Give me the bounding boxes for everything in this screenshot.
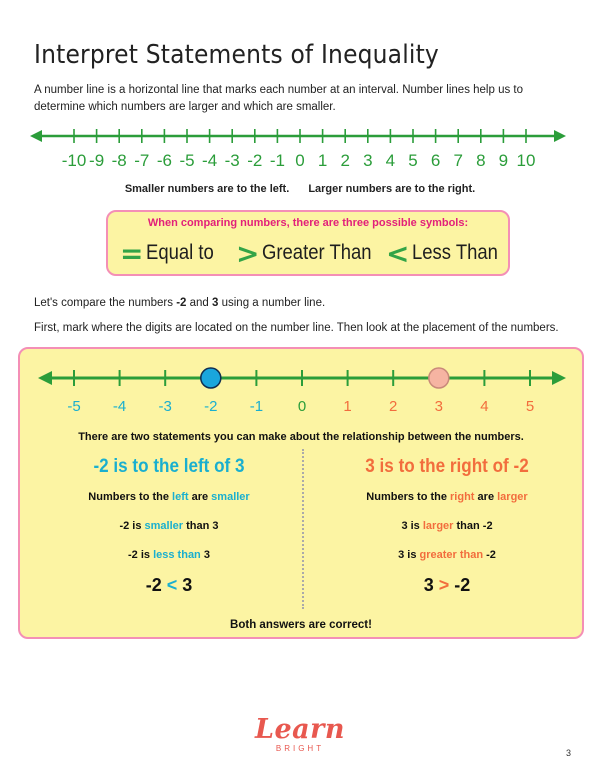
symbol-greater bbox=[236, 238, 387, 268]
statement-number: -2 bbox=[119, 520, 130, 532]
rule-keyword: right bbox=[450, 491, 475, 503]
number-line-label: -6 bbox=[156, 151, 172, 170]
panel-heading: There are two statements you can make about the relationship between the numbers. bbox=[78, 431, 524, 443]
statement-text: is bbox=[129, 520, 145, 532]
statement-text: than bbox=[183, 520, 213, 532]
right-arrow-icon bbox=[552, 371, 566, 385]
number-line-label: 3 bbox=[434, 398, 443, 415]
left-arrow-icon bbox=[38, 371, 52, 385]
statement-number: 3 bbox=[203, 549, 210, 561]
number-line-label: -1 bbox=[269, 151, 285, 170]
caption-left: Smaller numbers are to the left. bbox=[124, 183, 290, 195]
rule-text: are bbox=[474, 491, 498, 503]
number-line-label: -8 bbox=[111, 151, 127, 170]
statement-number: -2 bbox=[128, 549, 138, 561]
statement-keyword: smaller bbox=[144, 520, 184, 532]
symbol-label-greater: Greater Than bbox=[262, 241, 373, 264]
left-statement-2 bbox=[36, 549, 302, 561]
number-line-top bbox=[30, 124, 570, 176]
caption-right: Larger numbers are to the right. bbox=[308, 183, 476, 195]
left-arrow-icon bbox=[30, 130, 42, 142]
marker-negative-two bbox=[201, 368, 221, 388]
compare-number-b: 3 bbox=[212, 297, 219, 309]
compare-number-a: -2 bbox=[176, 297, 187, 309]
comparison-panel bbox=[18, 347, 584, 639]
number-line-label: 4 bbox=[480, 398, 489, 415]
statement-text: is bbox=[404, 549, 420, 561]
number-line-label: 3 bbox=[363, 151, 373, 170]
number-line-label: 1 bbox=[343, 398, 352, 415]
panel-footer: Both answers are correct! bbox=[230, 619, 372, 631]
learn-bright-logo bbox=[245, 716, 355, 766]
right-arrow-icon bbox=[554, 130, 566, 142]
right-rule bbox=[314, 491, 580, 503]
page-title: Interpret Statements of Inequality bbox=[34, 40, 439, 70]
compare-text: and bbox=[186, 297, 212, 309]
less-than-icon: < bbox=[386, 236, 410, 270]
rule-text: are bbox=[188, 491, 212, 503]
statement-keyword: greater than bbox=[419, 549, 484, 561]
number-line-bottom bbox=[38, 359, 568, 421]
marker-three bbox=[429, 368, 449, 388]
left-rule bbox=[36, 491, 302, 503]
right-statement-column bbox=[314, 449, 580, 596]
number-line-label: 9 bbox=[498, 151, 509, 170]
number-line-label: 0 bbox=[297, 398, 307, 415]
number-line-label: 0 bbox=[295, 151, 305, 170]
symbol-equal bbox=[120, 238, 224, 268]
left-statement-column bbox=[36, 449, 302, 596]
number-line-label: -5 bbox=[179, 151, 195, 170]
compare-text: Let's compare the numbers bbox=[34, 297, 177, 309]
rule-text: Numbers to the bbox=[88, 491, 173, 503]
number-line-label: 5 bbox=[525, 398, 535, 415]
number-line-label: -9 bbox=[89, 151, 105, 170]
number-line-label: -2 bbox=[247, 151, 263, 170]
number-line-label: 2 bbox=[389, 398, 398, 415]
statement-number: 3 bbox=[212, 520, 219, 532]
logo-sub: BRIGHT bbox=[275, 744, 325, 753]
right-statement-1 bbox=[314, 520, 580, 532]
inequality-part: -2 bbox=[145, 575, 167, 595]
left-headline: -2 is to the left of 3 bbox=[93, 456, 245, 477]
number-line-label: 1 bbox=[317, 151, 328, 170]
number-line-label: -4 bbox=[202, 151, 218, 170]
rule-keyword: left bbox=[172, 491, 189, 503]
compare-text: using a number line. bbox=[218, 297, 326, 309]
statement-keyword: less than bbox=[153, 549, 201, 561]
inequality-part: -2 bbox=[449, 575, 471, 595]
symbols-box bbox=[106, 210, 510, 276]
less-than-icon: < bbox=[166, 575, 178, 595]
number-line-label: -4 bbox=[112, 398, 127, 415]
right-headline: 3 is to the right of -2 bbox=[365, 456, 529, 477]
symbols-heading: When comparing numbers, there are three possible symbols: bbox=[147, 217, 469, 229]
number-line-label: 10 bbox=[516, 151, 536, 170]
number-line-label: -7 bbox=[134, 151, 150, 170]
greater-than-icon: > bbox=[438, 575, 450, 595]
number-line-label: 8 bbox=[476, 151, 486, 170]
statement-number: -2 bbox=[482, 520, 493, 532]
number-line-label: -1 bbox=[249, 398, 264, 415]
statement-number: -2 bbox=[486, 549, 496, 561]
number-line-label: -3 bbox=[224, 151, 240, 170]
symbol-label-less: Less Than bbox=[412, 241, 499, 264]
number-line-label: 6 bbox=[430, 151, 441, 170]
left-statement-1 bbox=[36, 520, 302, 532]
first-instruction: First, mark where the digits are located on the number line. Then look at the placement of the numbers. bbox=[34, 322, 559, 334]
number-line-label: 4 bbox=[385, 151, 396, 170]
statement-number: 3 bbox=[398, 549, 405, 561]
number-line-label: 2 bbox=[340, 151, 350, 170]
rule-keyword: larger bbox=[497, 491, 528, 503]
number-line-label: -2 bbox=[204, 398, 218, 415]
compare-intro bbox=[34, 297, 325, 309]
number-line-label: 5 bbox=[408, 151, 418, 170]
statement-text: than bbox=[453, 520, 483, 532]
statement-text: is bbox=[137, 549, 154, 561]
left-inequality bbox=[36, 575, 302, 596]
statement-text: is bbox=[407, 520, 423, 532]
greater-than-icon: > bbox=[236, 236, 260, 270]
number-line-label: -10 bbox=[61, 151, 87, 170]
number-line-label: -5 bbox=[67, 398, 81, 415]
column-divider bbox=[302, 449, 304, 609]
right-statement-2 bbox=[314, 549, 580, 561]
number-line-label: 7 bbox=[453, 151, 463, 170]
page-number: 3 bbox=[566, 748, 572, 758]
statement-number: 3 bbox=[401, 520, 408, 532]
number-line-caption bbox=[0, 183, 600, 195]
right-inequality bbox=[314, 575, 580, 596]
intro-paragraph: A number line is a horizontal line that marks each number at an interval. Number lines help us to determine which numbers are larger and which are smaller. bbox=[34, 84, 524, 113]
rule-keyword: smaller bbox=[211, 491, 250, 503]
rule-text: Numbers to the bbox=[366, 491, 451, 503]
symbol-less bbox=[386, 238, 510, 268]
statement-keyword: larger bbox=[422, 520, 454, 532]
equal-sign-icon: = bbox=[120, 236, 144, 270]
number-line-label: -3 bbox=[158, 398, 172, 415]
symbol-label-equal: Equal to bbox=[146, 241, 215, 264]
inequality-part: 3 bbox=[423, 575, 439, 595]
inequality-part: 3 bbox=[177, 575, 193, 595]
logo-word: Learn bbox=[254, 714, 345, 745]
